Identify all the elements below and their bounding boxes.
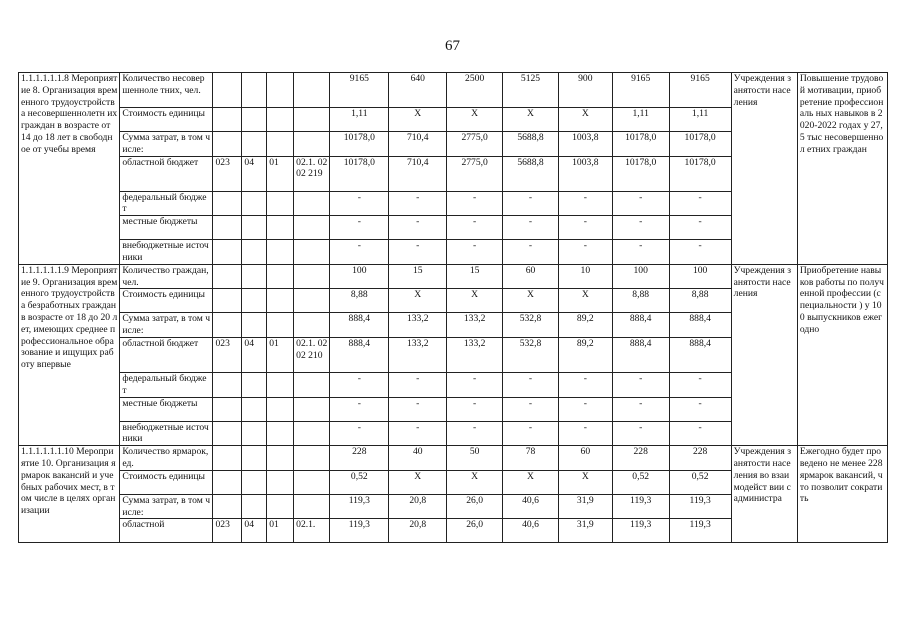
row-label: Стоимость единицы [120,289,213,313]
row-label: областной бюджет [120,337,213,372]
value-cell: 2775,0 [447,156,503,191]
budget-code-csr [294,216,330,240]
table-row [19,446,888,471]
budget-code-pr [267,216,294,240]
value-cell: 1003,8 [558,132,612,157]
budget-code-csr [294,313,330,338]
budget-code-grbs [213,372,242,397]
value-cell: 1,11 [612,108,669,132]
budget-code-pr: 01 [267,156,294,191]
value-cell: 9165 [612,73,669,108]
value-cell: 50 [447,446,503,471]
row-label: Сумма затрат, в том числе: [120,132,213,157]
value-cell: 100 [612,264,669,289]
value-cell: 133,2 [447,337,503,372]
value-cell: 10178,0 [612,156,669,191]
value-cell: 119,3 [669,519,731,543]
budget-code-grbs [213,446,242,471]
value-cell: - [503,191,559,216]
budget-code-pr [267,240,294,265]
budget-code-pr [267,191,294,216]
value-cell: - [503,421,559,446]
value-cell: Х [503,108,559,132]
value-cell: 10178,0 [669,156,731,191]
value-cell: Х [447,108,503,132]
table-clip [0,72,905,562]
budget-code-grbs: 023 [213,519,242,543]
value-cell: - [669,397,731,421]
budget-code-rz [242,372,267,397]
value-cell: 119,3 [612,494,669,519]
budget-code-rz [242,494,267,519]
row-label: областной бюджет [120,156,213,191]
measure-title: 1.1.1.1.1.1.9 Мероприятие 9. Организация временного трудоустройства безработных граждан в возрасте от 18 до 20 лет, имеющих среднее профессиональное образование и ищущих работу впервые [19,264,120,445]
value-cell: - [558,421,612,446]
budget-code-csr: 02.1. 0202 219 [294,156,330,191]
value-cell: - [612,240,669,265]
budget-code-rz [242,73,267,108]
value-cell: 1,11 [669,108,731,132]
value-cell: 8,88 [612,289,669,313]
value-cell: - [669,240,731,265]
budget-code-grbs [213,421,242,446]
value-cell: 10178,0 [612,132,669,157]
budget-code-csr [294,264,330,289]
budget-code-grbs [213,494,242,519]
budget-code-rz [242,191,267,216]
budget-code-grbs [213,313,242,338]
value-cell: 119,3 [612,519,669,543]
budget-code-csr [294,108,330,132]
value-cell: - [447,216,503,240]
value-cell: 228 [330,446,389,471]
row-label: внебюджетные источники [120,421,213,446]
budget-code-pr [267,313,294,338]
expected-result: Ежегодно будет проведено не менее 228 ярмарок вакансий, что позволит сократить [797,446,887,543]
budget-code-csr: 02.1. [294,519,330,543]
budget-code-rz [242,108,267,132]
value-cell: 9165 [330,73,389,108]
value-cell: - [389,191,447,216]
row-label: Количество граждан, чел. [120,264,213,289]
value-cell: - [558,216,612,240]
value-cell: - [447,240,503,265]
value-cell: - [503,372,559,397]
budget-code-grbs [213,470,242,494]
value-cell: 133,2 [389,337,447,372]
value-cell: 5688,8 [503,132,559,157]
budget-code-pr: 01 [267,337,294,372]
budget-code-rz: 04 [242,156,267,191]
budget-code-csr: 02.1. 0202 210 [294,337,330,372]
value-cell: 15 [389,264,447,289]
budget-code-grbs [213,240,242,265]
value-cell: 89,2 [558,337,612,372]
value-cell: - [389,372,447,397]
value-cell: 15 [447,264,503,289]
row-label: местные бюджеты [120,216,213,240]
budget-code-csr [294,191,330,216]
budget-code-csr [294,372,330,397]
expected-result: Приобретение навыков работы по полученной профессии (специальности ) у 100 выпускников ежегодно [797,264,887,445]
value-cell: Х [389,289,447,313]
value-cell: 228 [612,446,669,471]
value-cell: 888,4 [612,313,669,338]
value-cell: 78 [503,446,559,471]
value-cell: 31,9 [558,494,612,519]
value-cell: 5125 [503,73,559,108]
value-cell: - [330,240,389,265]
value-cell: - [612,372,669,397]
budget-code-grbs [213,191,242,216]
budget-code-csr [294,446,330,471]
row-label: Сумма затрат, в том числе: [120,313,213,338]
value-cell: - [612,216,669,240]
budget-code-csr [294,494,330,519]
value-cell: Х [447,470,503,494]
value-cell: 60 [503,264,559,289]
row-label: Количество несовершенноле тних, чел. [120,73,213,108]
budget-code-grbs [213,73,242,108]
row-label: Стоимость единицы [120,108,213,132]
budget-code-csr [294,289,330,313]
value-cell: 26,0 [447,519,503,543]
value-cell: Х [558,108,612,132]
value-cell: 0,52 [612,470,669,494]
row-label: федеральный бюджет [120,191,213,216]
value-cell: Х [447,289,503,313]
value-cell: - [558,240,612,265]
value-cell: - [330,372,389,397]
budget-code-rz [242,240,267,265]
value-cell: - [503,397,559,421]
value-cell: 100 [330,264,389,289]
value-cell: 20,8 [389,519,447,543]
budget-code-grbs [213,397,242,421]
budget-code-grbs [213,264,242,289]
value-cell: 31,9 [558,519,612,543]
value-cell: 710,4 [389,156,447,191]
budget-code-rz [242,421,267,446]
value-cell: 40 [389,446,447,471]
value-cell: 10178,0 [330,156,389,191]
row-label: Количество ярмарок, ед. [120,446,213,471]
value-cell: 60 [558,446,612,471]
budget-code-pr [267,289,294,313]
value-cell: 0,52 [669,470,731,494]
value-cell: - [503,216,559,240]
value-cell: 888,4 [330,313,389,338]
budget-code-csr [294,470,330,494]
executor: Учреждения занятости населения во взаимодейст вии с администра [731,446,797,543]
budget-code-grbs [213,108,242,132]
measure-title: 1.1.1.1.1.1.10 Мероприятие 10. Организация ярмарок вакансий и учебных рабочих мест, в том числе в целях организации [19,446,120,543]
budget-code-csr [294,132,330,157]
value-cell: Х [558,470,612,494]
budget-code-pr [267,264,294,289]
budget-code-grbs [213,289,242,313]
value-cell: - [389,240,447,265]
value-cell: 888,4 [612,337,669,372]
budget-code-pr [267,73,294,108]
budget-code-pr [267,108,294,132]
budget-code-pr [267,470,294,494]
value-cell: - [669,216,731,240]
value-cell: - [612,421,669,446]
value-cell: - [669,372,731,397]
row-label: областной [120,519,213,543]
value-cell: 532,8 [503,313,559,338]
budget-code-rz [242,397,267,421]
budget-code-rz [242,216,267,240]
budget-code-grbs [213,216,242,240]
value-cell: 888,4 [669,313,731,338]
budget-code-rz [242,313,267,338]
measures-table [18,72,888,543]
value-cell: 119,3 [330,519,389,543]
budget-code-pr: 01 [267,519,294,543]
value-cell: - [389,216,447,240]
value-cell: 228 [669,446,731,471]
budget-code-grbs [213,132,242,157]
value-cell: 1003,8 [558,156,612,191]
value-cell: - [558,191,612,216]
value-cell: 40,6 [503,494,559,519]
value-cell: - [330,216,389,240]
row-label: федеральный бюджет [120,372,213,397]
budget-code-rz [242,470,267,494]
value-cell: 0,52 [330,470,389,494]
value-cell: 2500 [447,73,503,108]
row-label: Стоимость единицы [120,470,213,494]
budget-code-grbs: 023 [213,156,242,191]
value-cell: 710,4 [389,132,447,157]
value-cell: 5688,8 [503,156,559,191]
row-label: местные бюджеты [120,397,213,421]
value-cell: 119,3 [669,494,731,519]
value-cell: - [669,421,731,446]
value-cell: 10178,0 [330,132,389,157]
budget-code-pr [267,446,294,471]
row-label: внебюджетные источники [120,240,213,265]
value-cell: - [612,397,669,421]
budget-code-csr [294,240,330,265]
value-cell: 89,2 [558,313,612,338]
budget-code-rz: 04 [242,337,267,372]
table-row [19,264,888,289]
budget-code-rz [242,446,267,471]
value-cell: Х [503,470,559,494]
measure-title: 1.1.1.1.1.1.8 Мероприятие 8. Организация временного трудоустройства несовершеннолетн их граждан в возрасте от 14 до 18 лет в свободное от учебы время [19,73,120,265]
value-cell: 2775,0 [447,132,503,157]
value-cell: - [447,191,503,216]
value-cell: Х [558,289,612,313]
value-cell: 133,2 [389,313,447,338]
budget-code-pr [267,372,294,397]
value-cell: 888,4 [669,337,731,372]
value-cell: Х [389,470,447,494]
value-cell: 20,8 [389,494,447,519]
value-cell: 40,6 [503,519,559,543]
table-body [19,73,888,543]
value-cell: 9165 [669,73,731,108]
value-cell: - [669,191,731,216]
budget-code-rz [242,264,267,289]
value-cell: Х [503,289,559,313]
page-number: 67 [445,38,460,54]
value-cell: 888,4 [330,337,389,372]
value-cell: - [447,397,503,421]
budget-code-pr [267,397,294,421]
value-cell: 10 [558,264,612,289]
value-cell: 532,8 [503,337,559,372]
budget-code-grbs: 023 [213,337,242,372]
value-cell: - [330,397,389,421]
value-cell: 8,88 [330,289,389,313]
value-cell: - [558,397,612,421]
row-label: Сумма затрат, в том числе: [120,494,213,519]
value-cell: - [447,372,503,397]
value-cell: - [558,372,612,397]
budget-code-pr [267,421,294,446]
budget-code-pr [267,494,294,519]
value-cell: - [447,421,503,446]
value-cell: - [389,421,447,446]
value-cell: - [330,421,389,446]
value-cell: 8,88 [669,289,731,313]
value-cell: Х [389,108,447,132]
value-cell: 133,2 [447,313,503,338]
value-cell: 100 [669,264,731,289]
value-cell: - [503,240,559,265]
table-row [19,73,888,108]
budget-code-rz [242,132,267,157]
value-cell: 26,0 [447,494,503,519]
budget-code-csr [294,73,330,108]
value-cell: 900 [558,73,612,108]
executor: Учреждения занятости населения [731,73,797,265]
budget-code-pr [267,132,294,157]
budget-code-csr [294,421,330,446]
budget-code-csr [294,397,330,421]
value-cell: - [389,397,447,421]
value-cell: 10178,0 [669,132,731,157]
value-cell: - [612,191,669,216]
budget-code-rz [242,289,267,313]
value-cell: 640 [389,73,447,108]
budget-code-rz: 04 [242,519,267,543]
value-cell: - [330,191,389,216]
executor: Учреждения занятости населения [731,264,797,445]
expected-result: Повышение трудовой мотивации, приобретение профессиональ ных навыков в 2020-2022 годах у 27,5 тыс несовершеннол етних граждан [797,73,887,265]
value-cell: 119,3 [330,494,389,519]
value-cell: 1,11 [330,108,389,132]
